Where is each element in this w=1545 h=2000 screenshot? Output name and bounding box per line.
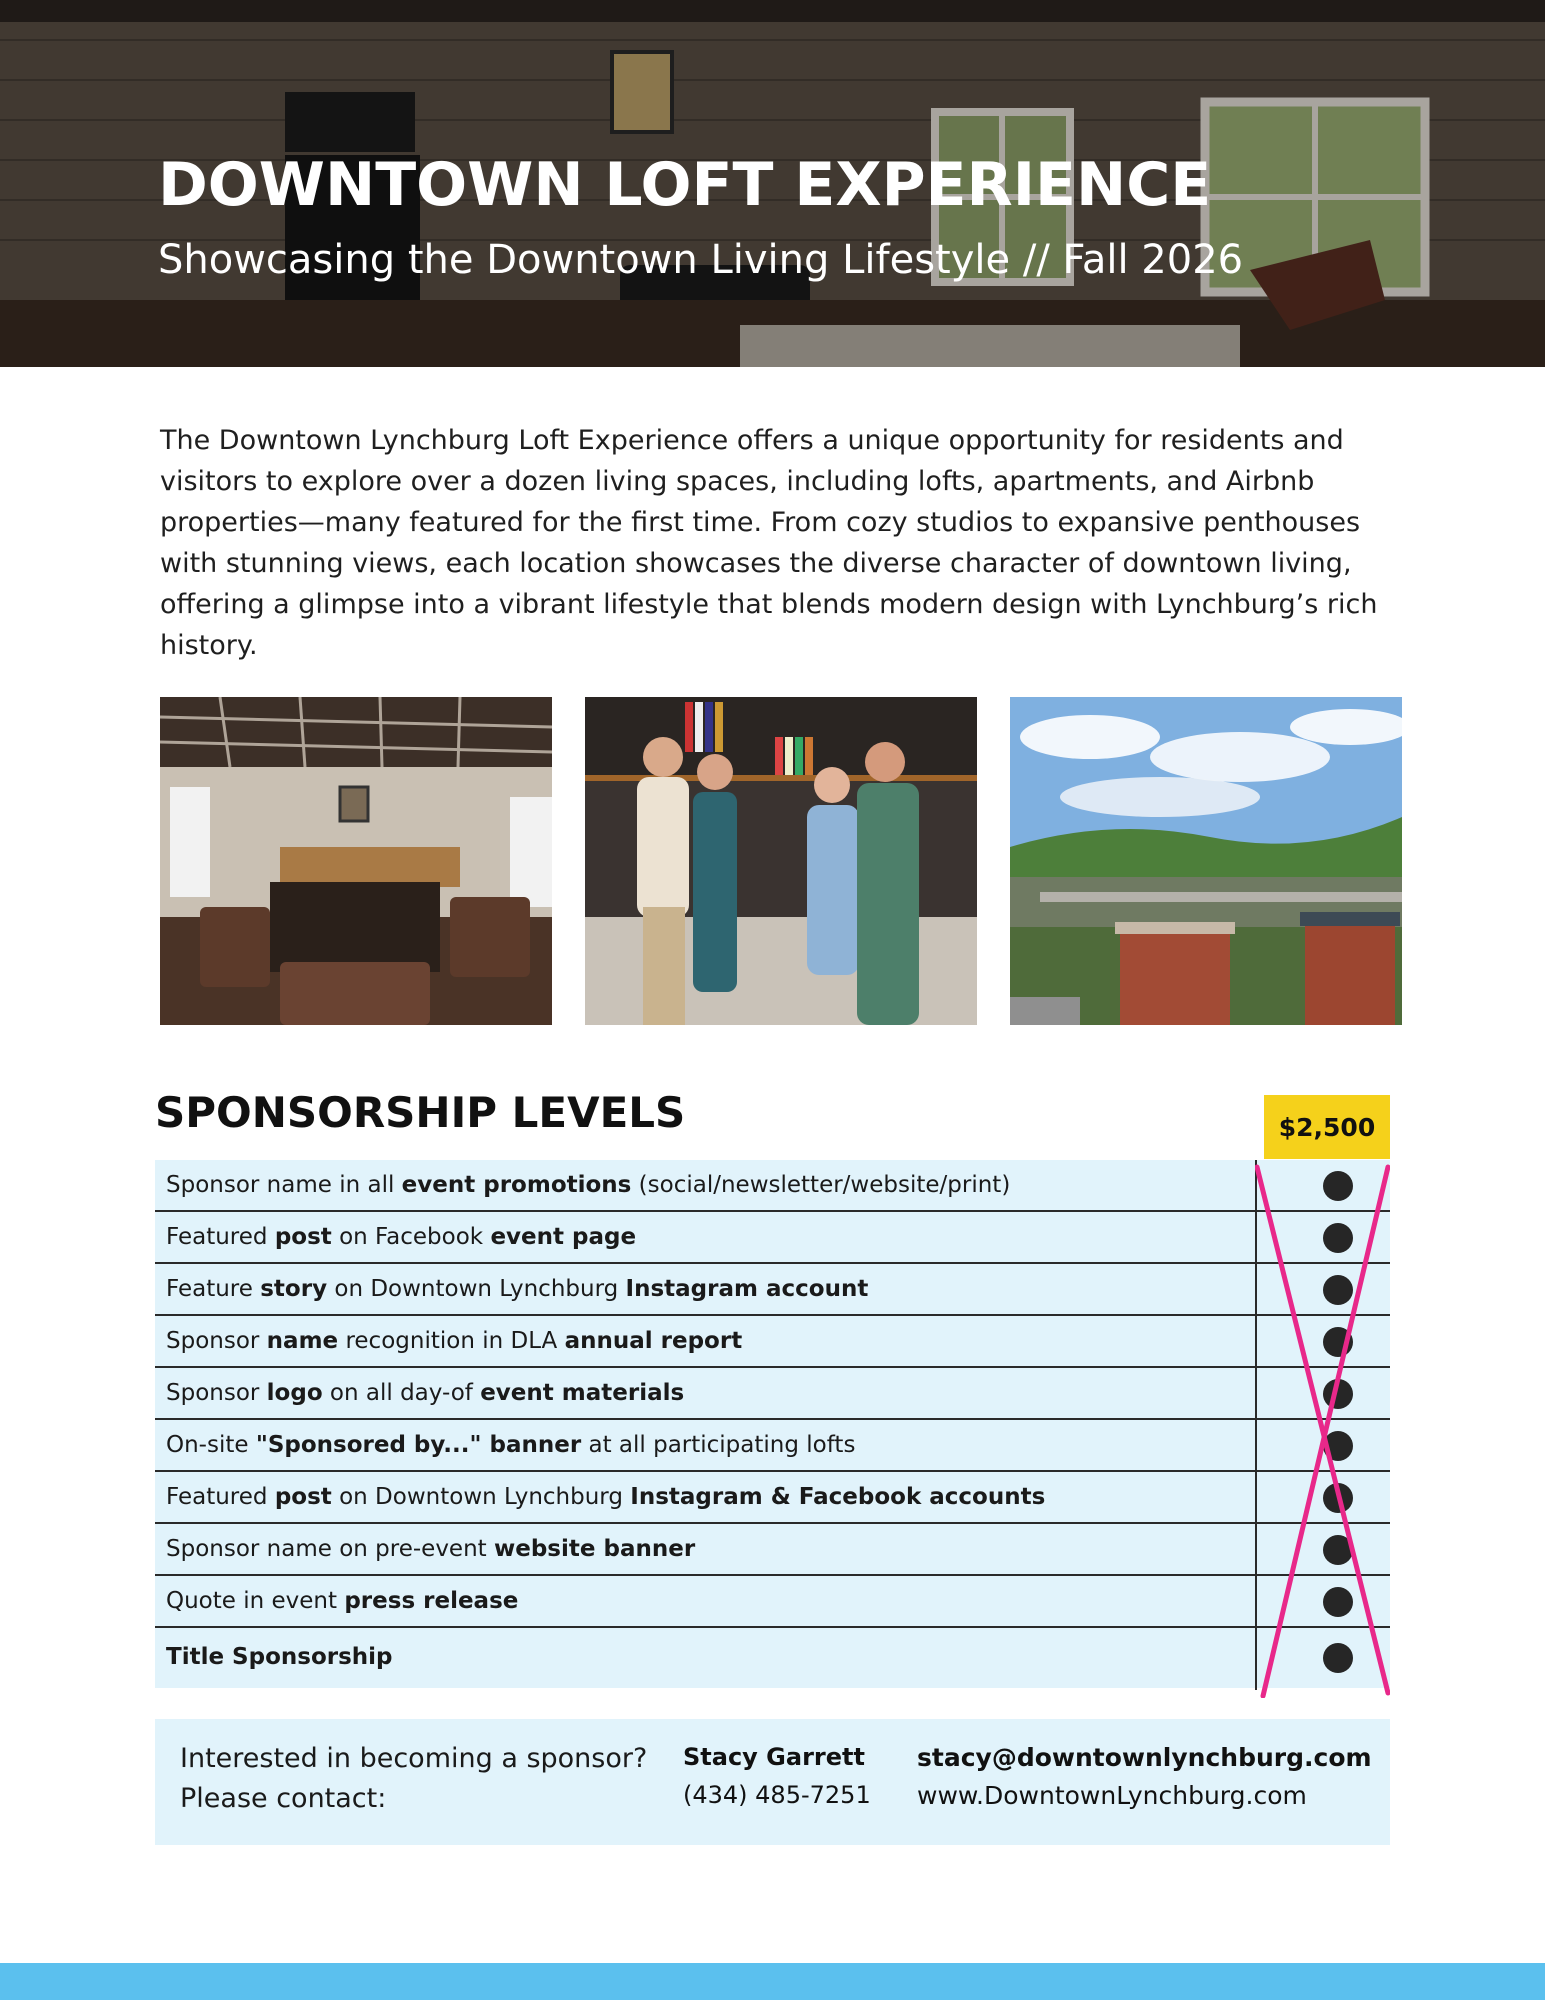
benefit-bold-segment: press release bbox=[344, 1588, 519, 1614]
benefit-text bbox=[166, 1524, 695, 1574]
benefit-segment: Sponsor bbox=[166, 1328, 267, 1354]
contact-phone[interactable]: (434) 485-7251 bbox=[683, 1781, 871, 1809]
benefit-segment: at all participating lofts bbox=[581, 1432, 856, 1458]
benefit-segment: Featured bbox=[166, 1224, 275, 1250]
contact-prompt-line-2: Please contact: bbox=[180, 1783, 387, 1814]
column-divider bbox=[1255, 1368, 1257, 1420]
benefit-text bbox=[166, 1212, 636, 1262]
sponsorship-row bbox=[155, 1472, 1390, 1524]
benefit-bold-segment: name bbox=[266, 1328, 339, 1354]
included-dot-icon bbox=[1323, 1587, 1353, 1617]
benefit-text bbox=[166, 1316, 742, 1366]
benefit-segment: (social/newsletter/website/print) bbox=[631, 1172, 1011, 1198]
column-divider bbox=[1255, 1628, 1257, 1690]
sponsorship-row bbox=[155, 1316, 1390, 1368]
benefit-text bbox=[166, 1628, 393, 1686]
benefit-bold-segment: logo bbox=[266, 1380, 323, 1406]
benefit-segment: Quote in event bbox=[166, 1588, 345, 1614]
photo-visitors-in-kitchen bbox=[585, 697, 977, 1025]
contact-box bbox=[155, 1719, 1390, 1845]
benefit-segment: on all day-of bbox=[322, 1380, 481, 1406]
contact-name: Stacy Garrett bbox=[683, 1743, 865, 1771]
benefit-segment: On-site bbox=[166, 1432, 256, 1458]
intro-paragraph: The Downtown Lynchburg Loft Experience offers a unique opportunity for residents and visitors to explore over a dozen living spaces, including lofts, apartments, and Airbnb properties—many featured for the first time. From cozy studios to expansive penthouses with stunning views, each location showcases the diverse character of downtown living, offering a glimpse into a vibrant lifestyle that blends modern design with Lynchburg’s rich history. bbox=[160, 425, 1378, 661]
benefit-segment: on Downtown Lynchburg bbox=[327, 1276, 626, 1302]
benefit-segment: Sponsor bbox=[166, 1380, 267, 1406]
benefit-bold-segment: event promotions bbox=[401, 1172, 632, 1198]
benefit-segment: on Downtown Lynchburg bbox=[331, 1484, 631, 1510]
footer-bar bbox=[0, 1963, 1545, 2000]
included-dot-icon bbox=[1323, 1171, 1353, 1201]
benefit-segment: Sponsor name on pre-event bbox=[166, 1536, 494, 1562]
included-dot-icon bbox=[1323, 1379, 1353, 1409]
contact-email-link[interactable]: stacy@downtownlynchburg.com bbox=[917, 1743, 1372, 1772]
column-divider bbox=[1255, 1576, 1257, 1628]
included-dot-icon bbox=[1323, 1483, 1353, 1513]
included-dot-icon bbox=[1323, 1431, 1353, 1461]
benefit-bold-segment: Instagram account bbox=[625, 1276, 869, 1302]
sponsorship-row bbox=[155, 1160, 1390, 1212]
benefit-bold-segment: post bbox=[274, 1484, 332, 1510]
benefit-bold-segment: event materials bbox=[480, 1380, 685, 1406]
benefit-text bbox=[166, 1472, 1045, 1522]
column-divider bbox=[1255, 1420, 1257, 1472]
sponsorship-table bbox=[155, 1160, 1390, 1688]
benefit-segment: on Facebook bbox=[331, 1224, 491, 1250]
sponsorship-row bbox=[155, 1212, 1390, 1264]
benefit-segment: Sponsor name in all bbox=[166, 1172, 402, 1198]
benefit-bold-segment: event page bbox=[490, 1224, 637, 1250]
hero-subtitle: Showcasing the Downtown Living Lifestyle // Fall 2026 bbox=[158, 237, 1244, 283]
benefit-bold-segment: post bbox=[274, 1224, 332, 1250]
sponsorship-row bbox=[155, 1524, 1390, 1576]
benefit-segment: recognition in DLA bbox=[338, 1328, 565, 1354]
benefit-bold-segment: Title Sponsorship bbox=[166, 1644, 393, 1670]
benefit-bold-segment: website banner bbox=[494, 1536, 696, 1562]
benefit-text bbox=[166, 1160, 1010, 1210]
column-divider bbox=[1255, 1472, 1257, 1524]
included-dot-icon bbox=[1323, 1535, 1353, 1565]
sponsorship-title: SPONSORSHIP LEVELS bbox=[155, 1088, 686, 1137]
hero-banner bbox=[0, 0, 1545, 367]
benefit-bold-segment: "Sponsored by..." banner bbox=[255, 1432, 582, 1458]
sponsorship-row bbox=[155, 1628, 1390, 1688]
included-dot-icon bbox=[1323, 1275, 1353, 1305]
benefit-bold-segment: story bbox=[260, 1276, 328, 1302]
benefit-bold-segment: annual report bbox=[564, 1328, 743, 1354]
sponsorship-row bbox=[155, 1420, 1390, 1472]
benefit-text bbox=[166, 1368, 684, 1418]
sponsorship-row bbox=[155, 1576, 1390, 1628]
column-divider bbox=[1255, 1316, 1257, 1368]
benefit-text bbox=[166, 1420, 855, 1470]
column-divider bbox=[1255, 1160, 1257, 1212]
contact-website-link[interactable]: www.DowntownLynchburg.com bbox=[917, 1781, 1307, 1810]
included-dot-icon bbox=[1323, 1223, 1353, 1253]
column-divider bbox=[1255, 1264, 1257, 1316]
benefit-segment: Featured bbox=[166, 1484, 275, 1510]
column-divider bbox=[1255, 1524, 1257, 1576]
contact-prompt-line-1: Interested in becoming a sponsor? bbox=[180, 1743, 648, 1774]
sponsorship-row bbox=[155, 1368, 1390, 1420]
benefit-text bbox=[166, 1576, 518, 1626]
price-badge: $2,500 bbox=[1264, 1095, 1390, 1159]
column-divider bbox=[1255, 1212, 1257, 1264]
included-dot-icon bbox=[1323, 1327, 1353, 1357]
included-dot-icon bbox=[1323, 1643, 1353, 1673]
benefit-segment: Feature bbox=[166, 1276, 261, 1302]
benefit-text bbox=[166, 1264, 868, 1314]
photo-rooftop-city-view bbox=[1010, 697, 1402, 1025]
hero-title: DOWNTOWN LOFT EXPERIENCE bbox=[158, 150, 1212, 220]
benefit-bold-segment: Instagram & Facebook accounts bbox=[630, 1484, 1046, 1510]
contact-prompt bbox=[180, 1739, 680, 1819]
sponsorship-row bbox=[155, 1264, 1390, 1316]
photo-loft-dining-room bbox=[160, 697, 552, 1025]
